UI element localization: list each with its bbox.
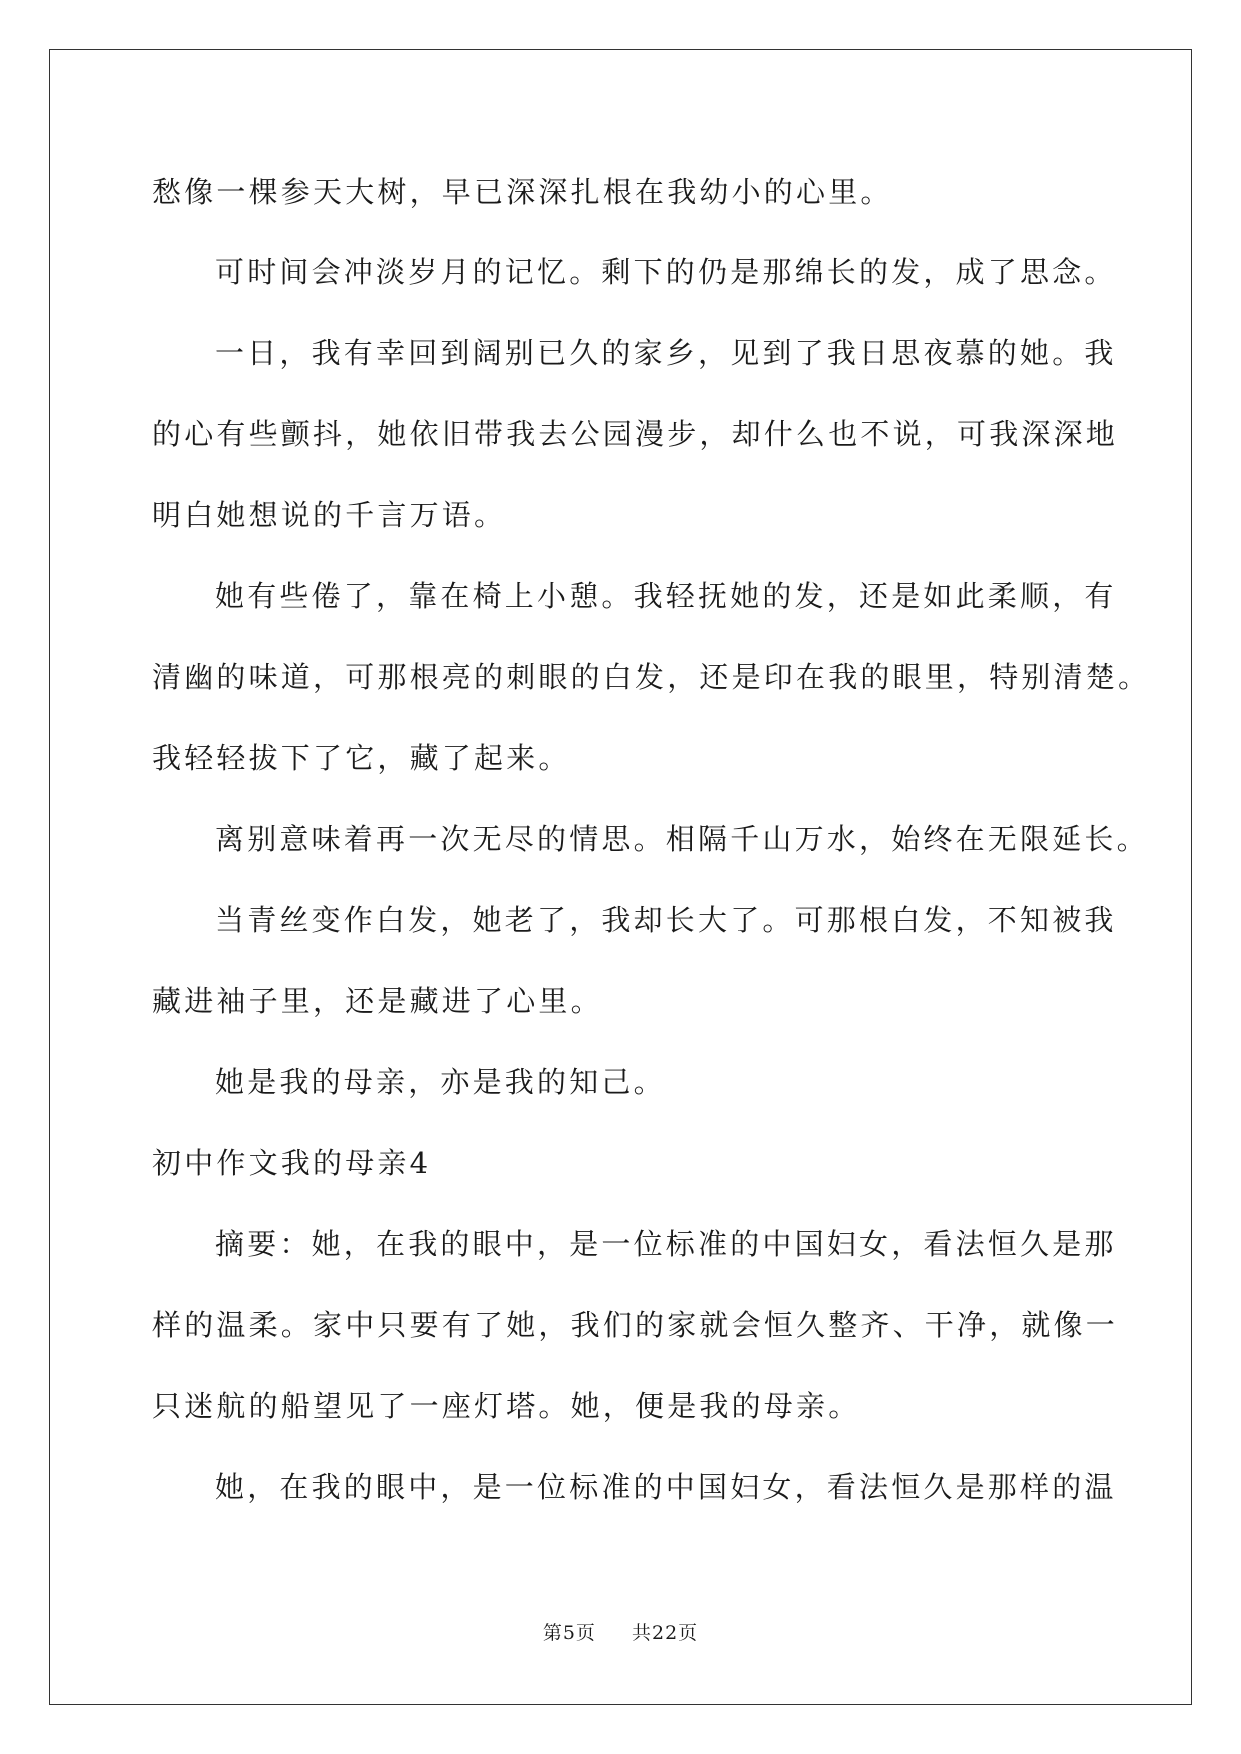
paragraph-line: 清幽的味道，可那根亮的刺眼的白发，还是印在我的眼里，特别清楚。 bbox=[152, 660, 1151, 694]
total-pages: 共22页 bbox=[632, 1622, 699, 1644]
paragraph-line: 可时间会冲淡岁月的记忆。剩下的仍是那绵长的发，成了思念。 bbox=[215, 255, 1117, 289]
paragraph-line: 愁像一棵参天大树，早已深深扎根在我幼小的心里。 bbox=[152, 175, 893, 209]
paragraph-line: 我轻轻拔下了它，藏了起来。 bbox=[152, 741, 571, 775]
paragraph-line: 一日，我有幸回到阔别已久的家乡，见到了我日思夜慕的她。我 bbox=[215, 336, 1117, 370]
paragraph-line: 她，在我的眼中，是一位标准的中国妇女，看法恒久是那样的温 bbox=[215, 1470, 1117, 1504]
page-border bbox=[49, 49, 1192, 1705]
paragraph-line: 样的温柔。家中只要有了她，我们的家就会恒久整齐、干净，就像一 bbox=[152, 1308, 1119, 1342]
section-heading: 初中作文我的母亲4 bbox=[152, 1146, 432, 1180]
page-footer bbox=[0, 1621, 1241, 1645]
page-number: 第5页 bbox=[542, 1622, 596, 1644]
paragraph-line: 她有些倦了，靠在椅上小憩。我轻抚她的发，还是如此柔顺，有 bbox=[215, 579, 1117, 613]
paragraph-line: 离别意味着再一次无尽的情思。相隔千山万水，始终在无限延长。 bbox=[215, 822, 1149, 856]
paragraph-line: 藏进袖子里，还是藏进了心里。 bbox=[152, 984, 603, 1018]
paragraph-line: 当青丝变作白发，她老了，我却长大了。可那根白发，不知被我 bbox=[215, 903, 1117, 937]
paragraph-line: 她是我的母亲，亦是我的知己。 bbox=[215, 1065, 666, 1099]
paragraph-line: 摘要：她，在我的眼中，是一位标准的中国妇女，看法恒久是那 bbox=[215, 1227, 1117, 1261]
paragraph-line: 的心有些颤抖，她依旧带我去公园漫步，却什么也不说，可我深深地 bbox=[152, 417, 1119, 451]
paragraph-line: 明白她想说的千言万语。 bbox=[152, 498, 507, 532]
paragraph-line: 只迷航的船望见了一座灯塔。她，便是我的母亲。 bbox=[152, 1389, 861, 1423]
